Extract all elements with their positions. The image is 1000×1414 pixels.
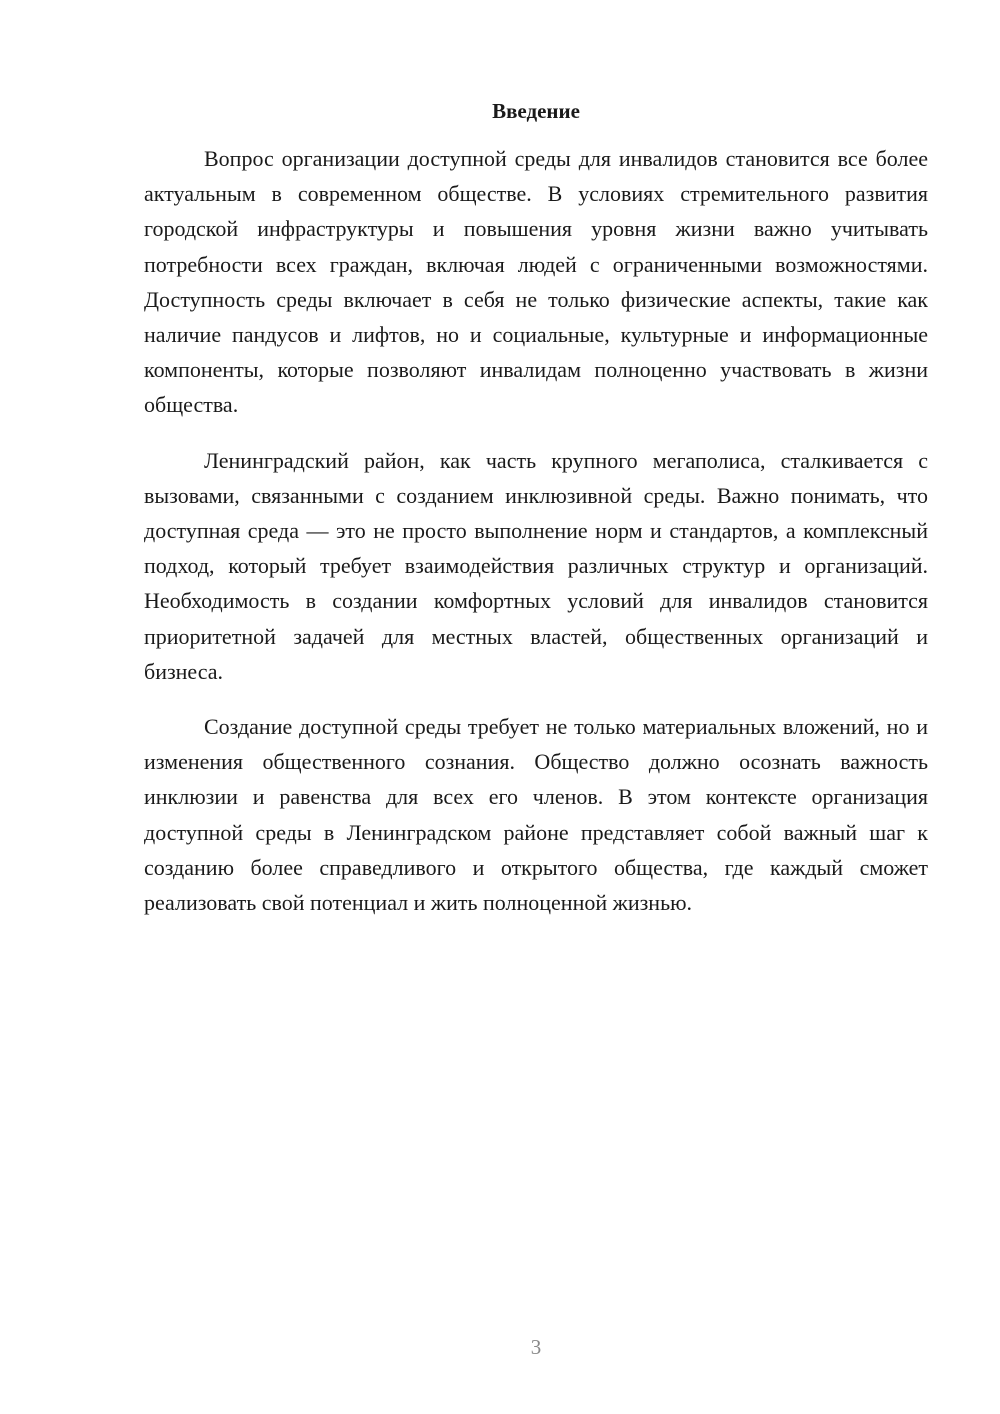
body-text: [144, 141, 928, 940]
section-heading: Введение: [492, 99, 580, 123]
page-number: 3: [530, 1335, 542, 1359]
paragraph-1: Вопрос организации доступной среды для инвалидов становится все более актуальным в современном обществе. В условиях стремительного развития городской инфраструктуры и повышения уровня жизни важно учитывать потребности всех граждан, включая людей с ограниченными возможностями. Доступность среды включает в себя не только физические аспекты, такие как наличие пандусов и лифтов, но и социальные, культурные и информационные компоненты, которые позволяют инвалидам полноценно участвовать в жизни общества.: [144, 146, 928, 418]
paragraph-3: Создание доступной среды требует не только материальных вложений, но и изменения общественного сознания. Общество должно осознать важность инклюзии и равенства для всех его членов. В этом контексте организация доступной среды в Ленинградском районе представляет собой важный шаг к созданию более справедливого и открытого общества, где каждый сможет реализовать свой потенциал и жить полноценной жизнью.: [144, 714, 928, 916]
paragraph-2: Ленинградский район, как часть крупного мегаполиса, сталкивается с вызовами, связанными с созданием инклюзивной среды. Важно понимать, что доступная среда — это не просто выполнение норм и стандартов, а комплексный подход, который требует взаимодействия различных структур и организаций. Необходимость в создании комфортных условий для инвалидов становится приоритетной задачей для местных властей, общественных организаций и бизнеса.: [144, 447, 928, 684]
